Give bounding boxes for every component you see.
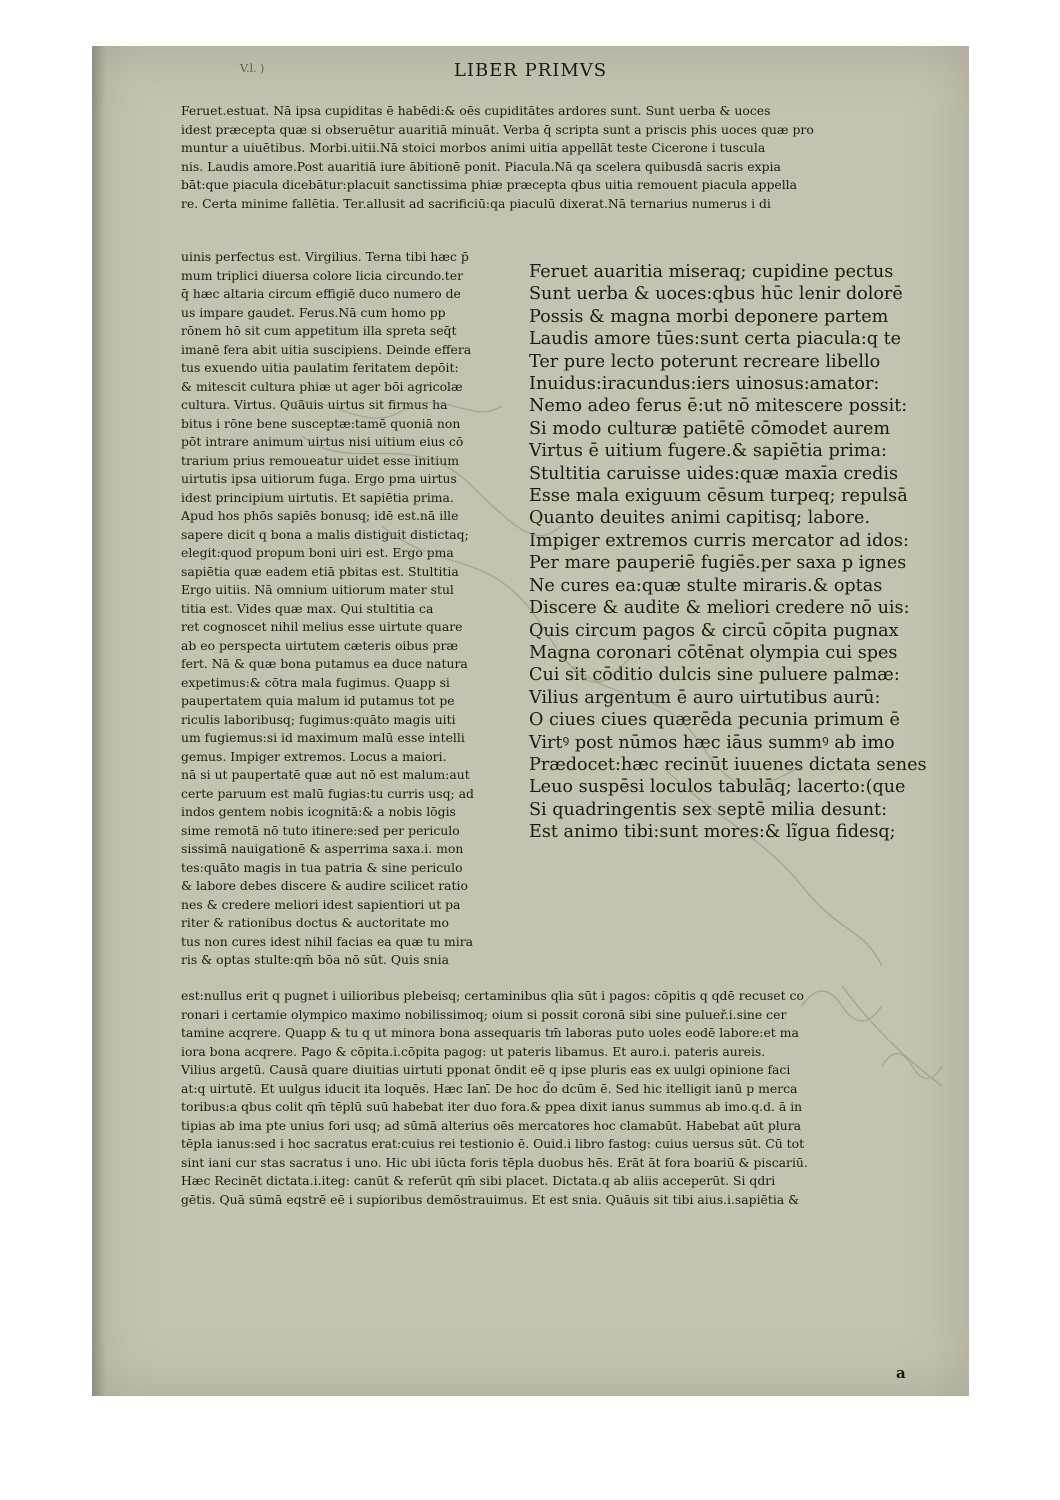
commentary-line: nis. Laudis amore.Post auaritiā iure ābitionē ponit. Piacula.Nā qa scelera quibusdā sacris expia — [181, 158, 781, 174]
commentary-line: gemus. Impiger extremos. Locus a maiori. — [181, 748, 447, 764]
verse-line: Cui sit cōditio dulcis sine puluere palmæ: — [529, 665, 900, 686]
verse-line: Prædocet:hæc recinūt iuuenes dictata senes — [529, 754, 927, 775]
commentary-line: indos gentem nobis icognitā:& a nobis lōgis — [181, 804, 456, 819]
verse-line: Vilius argentum ē auro uirtutibus aurū: — [529, 687, 881, 708]
commentary-line: Apud hos phōs sapiēs bonusq; idē est.nā ille — [181, 508, 459, 523]
commentary-line: Vilius argetū. Causā quare diuitias uirtuti pponat ōndit eē q ipse pluris eas ex uulgi opinione faci — [181, 1062, 791, 1077]
commentary-line: sissimā nauigationē & asperrima saxa.i. mon — [181, 841, 464, 856]
commentary-line: tes:quāto magis in tua patria & sine periculo — [181, 859, 463, 875]
commentary-line: tamine acqrere. Quapp & tu q ut minora bona assequaris tm̄ laboras puto uoles eodē labore:et ma — [181, 1025, 799, 1040]
commentary-line: est:nullus erit q pugnet i uilioribus plebeisq; certaminibus qlia sūt i pagos: cōpitis q qdē recuset co — [181, 988, 804, 1003]
verse-line: Laudis amore tūes:sunt certa piacula:q te — [529, 329, 902, 350]
folio-mark: V.l. ) — [240, 62, 265, 75]
commentary-line: nā si ut paupertatē quæ aut nō est malum:aut — [181, 767, 470, 782]
commentary-line: ret cognoscet nihil melius esse uirtute quare — [181, 619, 463, 634]
commentary-line: trarium prius remoueatur uidet esse initium — [181, 452, 459, 468]
commentary-line: cultura. Virtus. Quāuis uirtus sit firmus ha — [181, 397, 448, 412]
commentary-line: muntur a uiuētibus. Morbi.uitii.Nā stoici morbos animi uitia appellāt teste Cicerone i tuscula — [181, 140, 766, 155]
verse-line: Esse mala exiguum cēsum turpeq; repulsā — [529, 486, 908, 507]
verse-line: Discere & audite & meliori credere nō uis: — [529, 598, 910, 619]
commentary-line: gētis. Quā sūmā eqstrē eē i supioribus demōstrauimus. Et est snia. Quāuis sit tibi aius.i.sapiētia & — [181, 1191, 800, 1207]
commentary-line: sint iani cur stas sacratus i uno. Hic ubi iūcta foris tēpla duobus hēs. Erāt āt fora boariū & piscariū. — [181, 1154, 808, 1170]
commentary-line: rōnem hō sit cum appetitum illa spreta seq̄t — [181, 323, 457, 338]
commentary-line: at:q uirtutē. Et uulgus iducit ita loquēs. Hæc Ian.̄ De hoc d̄o dcūm ē. Sed hic itelligit ianū p merca — [181, 1080, 798, 1096]
commentary-line: idest præcepta quæ si obseruētur auaritiā minuāt. Verba q̄ scripta sunt a priscis phis uoces quæ pro — [181, 121, 814, 137]
commentary-line: Feruet.estuat. Nā ipsa cupiditas ē habēdi:& oēs cupiditātes ardores sunt. Sunt uerba & uoces — [181, 103, 771, 118]
commentary-line: riculis laboribusq; fugimus:quāto magis uiti — [181, 711, 456, 727]
commentary-line: um fugiemus:si id maximum malū esse intelli — [181, 730, 465, 745]
verse-line: Ne cures ea:quæ stulte miraris.& optas — [529, 575, 883, 596]
verse-line: Est animo tibi:sunt mores:& lĩgua fidesq; — [529, 822, 896, 843]
verse-line: Stultitia caruisse uides:quæ maxīa credis — [529, 463, 899, 484]
commentary-line: us impare gaudet. Ferus.Nā cum homo pp — [181, 304, 446, 320]
commentary-line: expetimus:& cōtra mala fugimus. Quapp si — [181, 674, 450, 690]
commentary-line: elegit:quod propum boni uiri est. Ergo pma — [181, 545, 454, 560]
commentary-line: & labore debes discere & audire scilicet ratio — [181, 878, 468, 893]
verse-line: Si modo culturæ patiētē cōmodet aurem — [529, 418, 891, 439]
commentary-line: Ergo uitiis. Nā omnium uitiorum mater stul — [181, 582, 454, 597]
commentary-line: ris & optas stulte:qm̄ bōa nō sūt. Quis snia — [181, 952, 449, 967]
commentary-line: mum triplici diuersa colore licia circundo.ter — [181, 267, 464, 283]
verse-line: Ter pure lecto poterunt recreare libello — [529, 351, 881, 372]
commentary-line: Hæc Recinēt dictata.i.iteg: canūt & referūt qm̄ sibi placet. Dictata.q ab aliis acceperūt. Si qdri — [181, 1173, 776, 1188]
commentary-line: idest principium uirtutis. Et sapiētia prima. — [181, 489, 454, 505]
commentary-line: ab eo perspecta uirtutem cæteris oibus præ — [181, 637, 459, 653]
commentary-line: titia est. Vides quæ max. Qui stultitia ca — [181, 600, 434, 616]
commentary-line: uinis perfectus est. Virgilius. Terna tibi hæc p̄ — [181, 249, 469, 264]
commentary-line: uirtutis ipsa uitiorum fuga. Ergo pma uirtus — [181, 471, 457, 486]
commentary-line: imanē fera abit uitia suscipiens. Deinde effera — [181, 341, 472, 357]
verse-line: Quanto deuites animi capitisq; labore. — [529, 508, 871, 529]
commentary-left-column — [181, 248, 511, 970]
commentary-line: fert. Nā & quæ bona putamus ea duce natura — [181, 656, 468, 671]
commentary-line: riter & rationibus doctus & auctoritate mo — [181, 915, 449, 930]
commentary-line: certe paruum est malū fugias:tu curris usq; ad — [181, 785, 474, 801]
commentary-line: pōt intrare animum uirtus nisi uitium eius cō — [181, 434, 464, 449]
verse-line: Magna coronari cōtēnat olympia cui spes — [529, 642, 898, 663]
commentary-bottom — [181, 987, 951, 1209]
commentary-line: bitus i rōne bene susceptæ:tamē quoniā non — [181, 415, 461, 431]
commentary-line: tēpla ianus:sed i hoc sacratus erat:cuius rei testionio ē. Ouid.i libro fastog: cuius uersus sūt. Cū tot — [181, 1136, 805, 1151]
commentary-line: paupertatem quia malum id putamus tot pe — [181, 693, 455, 708]
verse-line: Nemo adeo ferus ē:ut nō mitescere possit: — [529, 396, 908, 417]
commentary-line: sapiētia quæ eadem etiā pbitas est. Stultitia — [181, 563, 459, 579]
verse-line: Si quadringentis sex septē milia desunt: — [529, 799, 888, 820]
verse-line: Quis circum pagos & circū cōpita pugnax — [529, 620, 899, 641]
running-head: LIBER PRIMVS — [453, 60, 608, 81]
commentary-line: bāt:que piacula dicebātur:placuit sanctissima phiæ præcepta qbus uitia remouent piacula appella — [181, 177, 798, 192]
verse-line: Per mare pauperiē fugiēs.per saxa p ignes — [529, 553, 907, 574]
commentary-line: sapere dicit q bona a malis distiguit distictaq; — [181, 526, 469, 542]
commentary-line: re. Certa minime fallētia. Ter.allusit ad sacrificiū:qa piaculū dixerat.Nā ternarius numerus i di — [181, 195, 771, 211]
commentary-line: iora bona acqrere. Pago & cōpita.i.cōpita pagog: ut pateris libamus. Et auro.i. pateris aureis. — [181, 1043, 766, 1059]
commentary-line: q̄ hæc altaria circum effigiē duco numero de — [181, 286, 461, 301]
verse-line: O ciues ciues quærēda pecunia primum ē — [529, 710, 900, 731]
verse-line: Possis & magna morbi deponere partem — [529, 306, 889, 327]
commentary-line: ronari i certamie olympico maximo nobilissimoq; oium si possit coronā sibi sine pulueř.i.sine cer — [181, 1006, 787, 1022]
commentary-line: tipias ab ima pte unius fori usq; ad sūmā alterius oēs mercatores hoc clamabūt. Habebat aūt plura — [181, 1117, 802, 1133]
commentary-line: sime remotā nō tuto itinere:sed per periculo — [181, 822, 460, 838]
commentary-line: & mitescit cultura phiæ ut ager bōi agricolæ — [181, 378, 463, 394]
commentary-line: nes & credere meliori idest sapientiori ut pa — [181, 896, 461, 912]
commentary-line: tus exuendo uitia paulatim feritatem depōit: — [181, 360, 459, 375]
verse-line: Impiger extremos curris mercator ad idos: — [529, 530, 909, 551]
commentary-line: tus non cures idest nihil facias ea quæ tu mira — [181, 933, 474, 949]
signature-mark: a — [896, 1364, 906, 1382]
verse-line: Sunt uerba & uoces:qbus hūc lenir dolorē — [529, 284, 903, 305]
verse-line: Feruet auaritia miseraq; cupidine pectus — [529, 262, 894, 282]
verse-text — [529, 261, 949, 844]
verse-line: Inuidus:iracundus:iers uinosus:amator: — [529, 374, 880, 395]
verse-line: Virtus ē uitium fugere.& sapiētia prima: — [529, 441, 887, 462]
commentary-top — [181, 102, 951, 213]
commentary-line: toribus:a qbus colit qm̄ tēplū suū habebat iter duo fora.& ppea dixit ianus summus ab imo.q.d. ā in — [181, 1099, 803, 1114]
verse-line: Virtꝰ post nūmos hæc iāus summꝰ ab imo — [529, 732, 895, 753]
verse-line: Leuo suspēsi loculos tabulāq; lacerto:(que — [529, 777, 906, 798]
parchment-page — [92, 46, 969, 1396]
